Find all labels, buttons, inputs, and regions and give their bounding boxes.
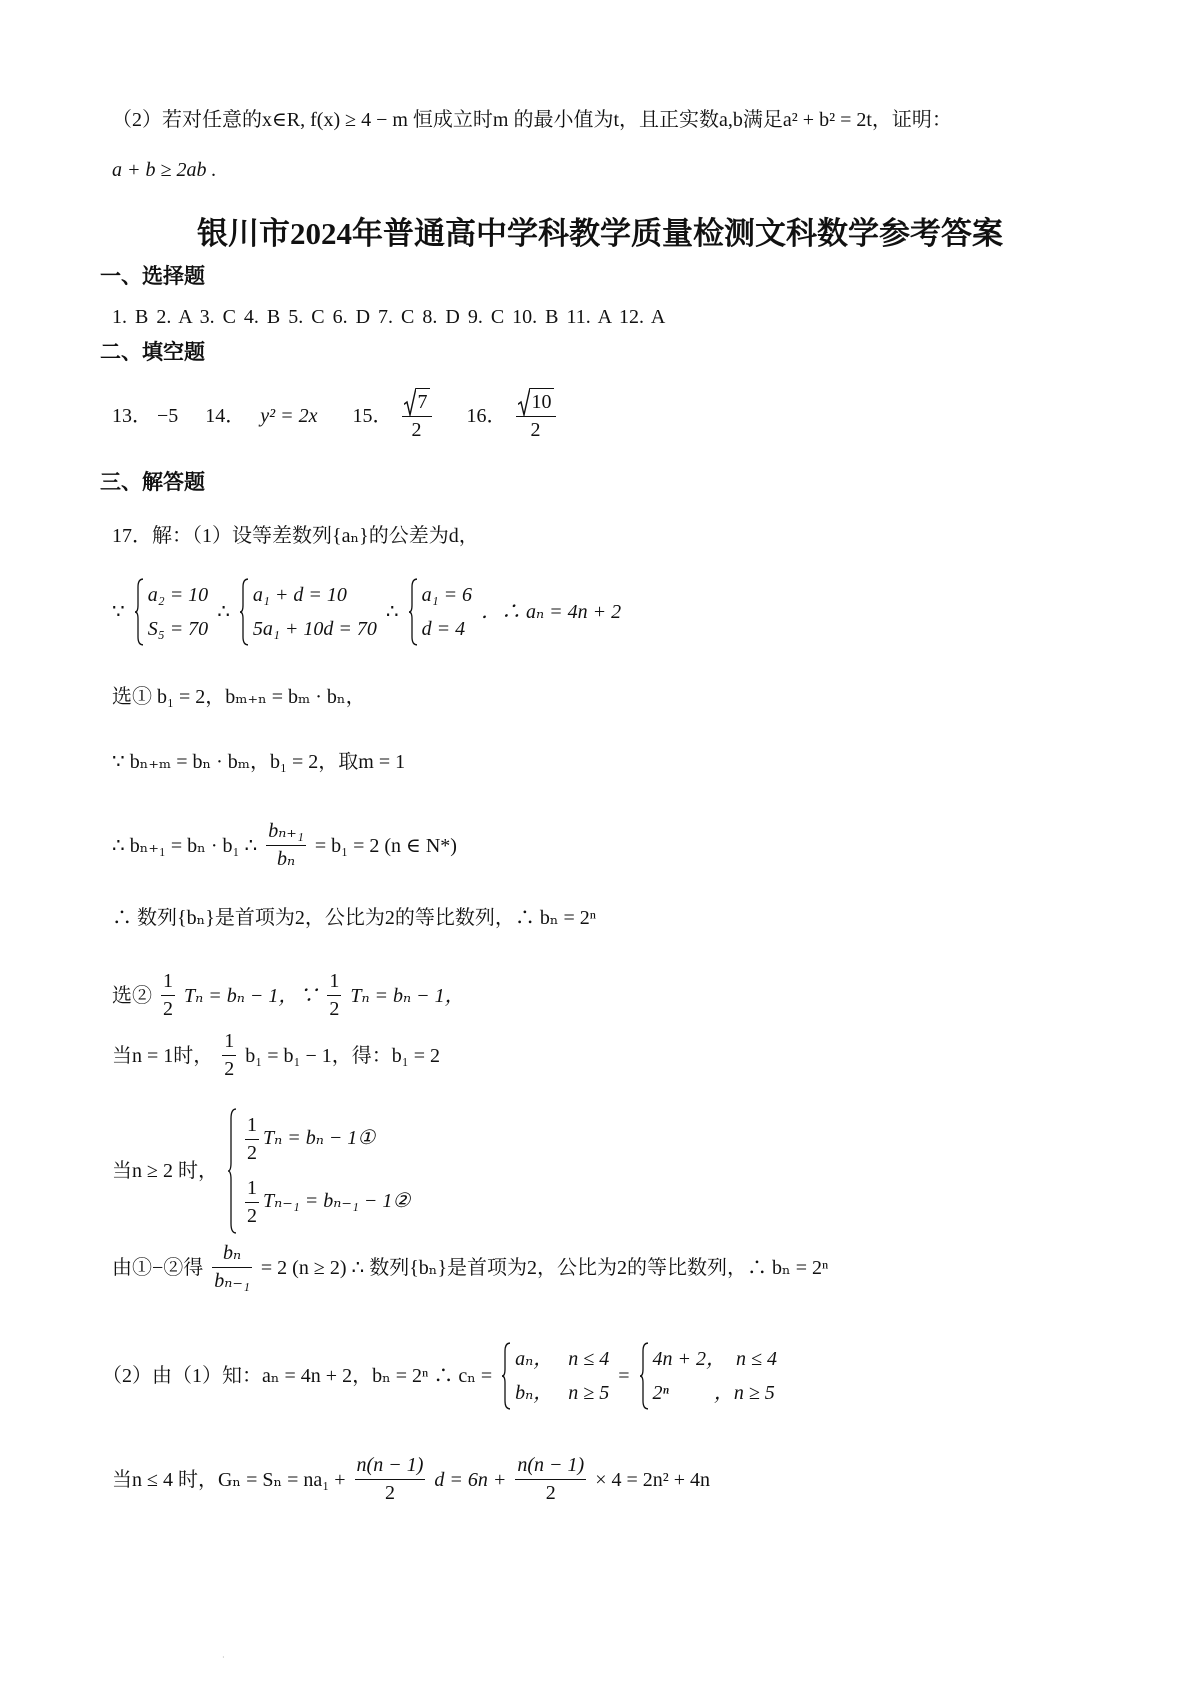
recurrence-row1: Tₙ = bₙ − 1①: [262, 1127, 376, 1150]
answer-16-fraction: [516, 388, 556, 444]
piecewise-cn-row2: bₙ， n ≥ 5: [515, 1382, 610, 1404]
gn-part1: 当n ≤ 4 时，Gₙ = Sₙ = na₁ +: [112, 1468, 346, 1491]
answer-15-radicand: 7: [416, 388, 430, 416]
system-solved: [408, 578, 472, 646]
system-recurrence: [227, 1108, 410, 1234]
system-expanded: [239, 578, 377, 646]
part2-intro: （2）由（1）知：aₙ = 4n + 2，bₙ = 2ⁿ ∴ cₙ =: [102, 1365, 493, 1387]
half-denominator: 2: [246, 1205, 257, 1227]
option1-line3-part2: = b₁ = 2 (n ∈ N*): [314, 834, 457, 857]
ratio-numerator: bₙ₊₁: [266, 818, 306, 846]
option1-line2: ∵ bₙ₊ₘ = bₙ · bₘ，b₁ = 2，取m = 1: [112, 751, 406, 773]
section-heading-fill: 二、填空题: [100, 340, 205, 364]
half-denominator: 2: [246, 1142, 257, 1164]
option1-line1: 选① b₁ = 2，bₘ₊ₙ = bₘ · bₙ，: [112, 686, 366, 708]
answer-15-fraction: [402, 388, 432, 444]
piecewise-expanded-row2: 2ⁿ ，n ≥ 5: [652, 1382, 775, 1404]
gn-fraction1-denominator: 2: [384, 1482, 395, 1504]
gn-line: [112, 1452, 710, 1507]
case-n2-label: 当n ≥ 2 时，: [112, 1160, 218, 1182]
ratio-fraction: [266, 818, 306, 873]
diff-result: = 2 (n ≥ 2) ∴ 数列{bₙ}是首项为2，公比为2的等比数列，∴ bₙ = 2ⁿ: [260, 1256, 829, 1279]
piecewise-cn-expanded: [639, 1342, 777, 1410]
sol17-intro: 17．解：（1）设等差数列{aₙ}的公差为d，: [112, 525, 479, 547]
answer-16-denominator: 2: [530, 419, 541, 441]
half-fraction: [161, 968, 175, 1023]
choice-answers: 1. B 2. A 3. C 4. B 5. C 6. D 7. C 8. D 9. C 10. B 11. A 12. A: [112, 306, 666, 328]
half-numerator: 1: [327, 968, 341, 996]
half-fraction: [327, 968, 341, 1023]
gn-fraction2-numerator: n(n − 1): [515, 1452, 586, 1480]
piecewise-cn-row1: aₙ， n ≤ 4: [515, 1348, 610, 1370]
option1-line3-part1: ∴ bₙ₊₁ = bₙ · b₁ ∴: [112, 834, 258, 857]
q2-prompt-line2: a + b ≥ 2ab .: [112, 159, 217, 181]
document-title: 银川市2024年普通高中学科教学质量检测文科数学参考答案: [197, 216, 1003, 251]
gn-fraction2: [515, 1452, 586, 1507]
section-heading-choice: 一、选择题: [100, 264, 205, 288]
diff-numerator: bₙ: [212, 1240, 252, 1268]
gn-part3: × 4 = 2n² + 4n: [595, 1468, 711, 1491]
option1-line3: [112, 818, 457, 873]
therefore-symbol: ∴: [385, 601, 399, 623]
half-denominator: 2: [329, 998, 340, 1020]
ratio-denominator: bₙ: [276, 848, 296, 870]
system-solved-row2: d = 4: [421, 618, 466, 640]
sqrt-symbol: [404, 388, 430, 416]
q2-prompt-line1: （2）若对任意的x∈R, f(x) ≥ 4 − m 恒成立时m 的最小值为t，且正实数a,b满足a² + b² = 2t，证明：: [112, 109, 952, 131]
footer-dot: ·: [222, 1653, 225, 1662]
case-n1-label: 当n = 1时，: [112, 1044, 214, 1067]
option2-part1: Tₙ = bₙ − 1，∵: [184, 984, 319, 1007]
case-n1-result: b₁ = b₁ − 1，得：b₁ = 2: [245, 1044, 441, 1067]
half-numerator: 1: [245, 1175, 259, 1203]
part2-line: [102, 1342, 781, 1410]
sqrt-symbol: [518, 388, 554, 416]
recurrence-row2: Tₙ₋₁ = bₙ₋₁ − 1②: [262, 1190, 411, 1213]
because-symbol: ∵: [112, 601, 125, 623]
half-fraction: [222, 1028, 236, 1083]
answer-15-label: 15．: [352, 405, 393, 427]
system-given: [134, 578, 208, 646]
answer-13-label: 13．: [112, 405, 152, 427]
option2-part2: Tₙ = bₙ − 1，: [350, 984, 465, 1007]
half-numerator: 1: [245, 1112, 259, 1140]
system-given-row2: S₅ = 70: [147, 618, 209, 640]
answer-13: −5: [157, 405, 179, 427]
option1-line4: ∴ 数列{bₙ}是首项为2，公比为2的等比数列，∴ bₙ = 2ⁿ: [112, 907, 597, 929]
fill-answers-row: [112, 388, 560, 444]
answer-14-label: 14．: [205, 405, 246, 427]
answer-14: y² = 2x: [260, 405, 318, 427]
equals-sign: =: [618, 1365, 630, 1387]
case-n2: [112, 1108, 414, 1234]
an-formula: ．∴ aₙ = 4n + 2: [481, 601, 622, 623]
answer-16-radicand: 10: [530, 388, 554, 416]
answer-15-denominator: 2: [411, 419, 422, 441]
piecewise-cn: [501, 1342, 609, 1410]
half-numerator: 1: [222, 1028, 236, 1056]
piecewise-expanded-row1: 4n + 2， n ≤ 4: [652, 1348, 777, 1370]
case-n1: [112, 1028, 440, 1083]
answer-16-label: 16．: [466, 405, 507, 427]
system-solved-row1: a₁ = 6: [421, 584, 473, 606]
half-denominator: 2: [163, 998, 173, 1020]
option2-line1: [112, 968, 465, 1023]
diff-denominator: bₙ₋₁: [214, 1270, 250, 1292]
option2-label: 选②: [112, 984, 152, 1007]
half-numerator: 1: [161, 968, 175, 996]
section-heading-solution: 三、解答题: [100, 470, 205, 494]
therefore-symbol: ∴: [217, 601, 230, 623]
gn-part2: d = 6n +: [434, 1468, 507, 1491]
gn-fraction1: [355, 1452, 426, 1507]
system-given-row1: a₂ = 10: [147, 584, 209, 606]
diff-label: 由①−②得: [112, 1256, 204, 1279]
system-expanded-row1: a₁ + d = 10: [252, 584, 347, 606]
gn-fraction2-denominator: 2: [545, 1482, 556, 1504]
system-expanded-row2: 5a₁ + 10d = 70: [252, 618, 377, 640]
half-denominator: 2: [224, 1058, 235, 1080]
diff-line: [112, 1240, 828, 1295]
sol17-systems-row: [112, 578, 621, 646]
diff-fraction: [212, 1240, 252, 1295]
gn-fraction1-numerator: n(n − 1): [355, 1452, 426, 1480]
